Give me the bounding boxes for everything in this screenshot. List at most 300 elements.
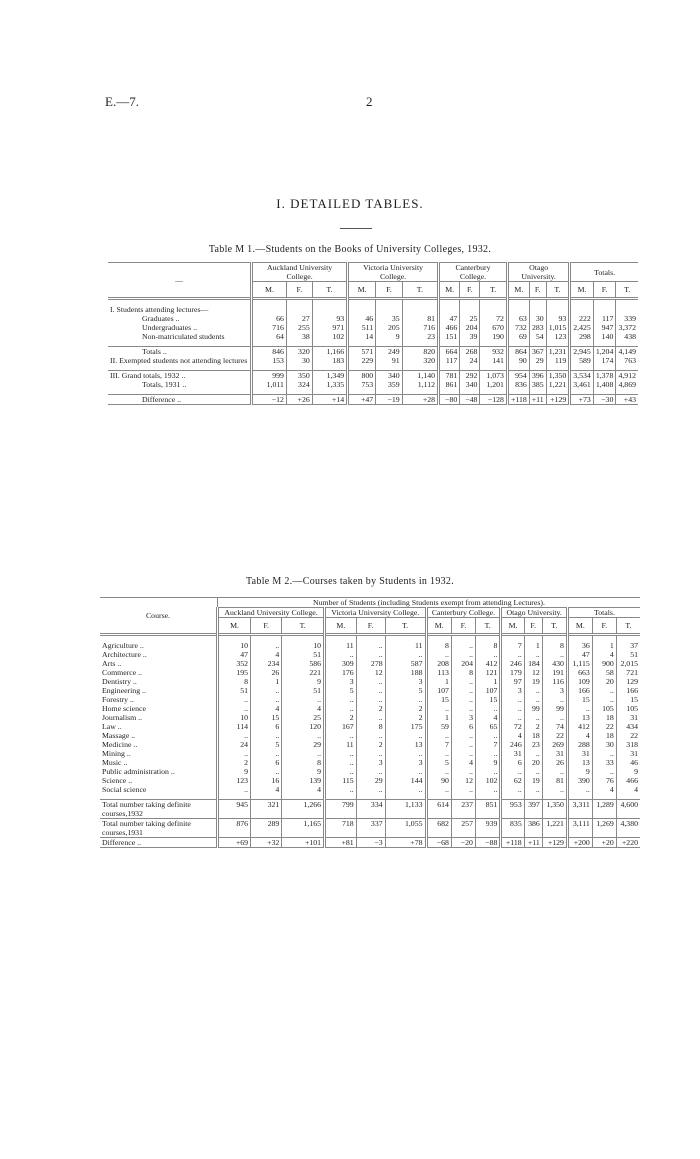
- table-cell: 337: [356, 819, 385, 838]
- table-cell: 24: [460, 356, 480, 365]
- table2-top-header: Number of Students (including Students exempt from attending Lectures).: [218, 598, 641, 608]
- table-cell: 7: [426, 740, 451, 749]
- table-cell: 2: [385, 704, 426, 713]
- table-cell: ..: [451, 731, 475, 740]
- table-cell: 971: [312, 323, 347, 332]
- table-cell: 846: [252, 347, 287, 357]
- table-cell: [480, 305, 508, 314]
- table-cell: 3: [385, 677, 426, 686]
- table-cell: ..: [325, 767, 357, 776]
- table-cell: ..: [251, 749, 282, 758]
- table-cell: 1,349: [312, 371, 347, 381]
- table-cell: 466: [439, 323, 460, 332]
- table-cell: 820: [402, 347, 438, 357]
- table-cell: ..: [356, 731, 385, 740]
- table-cell: 718: [325, 819, 357, 838]
- table-cell: ..: [542, 650, 567, 659]
- table-cell: 4: [282, 704, 325, 713]
- table-cell: +129: [546, 395, 570, 405]
- table-cell: 1,221: [546, 380, 570, 389]
- sub-header: T.: [546, 282, 570, 299]
- table-cell: +81: [325, 838, 357, 848]
- table-cell: 153: [252, 356, 287, 365]
- table-cell: ..: [426, 650, 451, 659]
- table-cell: ..: [567, 704, 592, 713]
- row-label: III. Grand totals, 1932 ..: [110, 371, 186, 380]
- table-cell: [546, 305, 570, 314]
- table-cell: 176: [325, 668, 357, 677]
- table2-group-header: Auckland University College.: [218, 608, 325, 618]
- table-cell: 1,378: [593, 371, 616, 381]
- table-cell: 430: [542, 659, 567, 668]
- table-cell: 3,311: [567, 800, 592, 819]
- table-cell: 1,165: [282, 819, 325, 838]
- table2-group-header: Canterbury College.: [426, 608, 501, 618]
- table-cell: 195: [218, 668, 251, 677]
- table-cell: ..: [356, 785, 385, 794]
- row-label: Difference ..: [102, 838, 142, 847]
- table2-group-header: Victoria University College.: [325, 608, 426, 618]
- table2-group-header: Totals.: [567, 608, 640, 618]
- table-cell: 222: [570, 314, 594, 323]
- table-cell: 8: [542, 641, 567, 650]
- table-row: [100, 722, 640, 731]
- table-cell: ..: [218, 785, 251, 794]
- table-cell: 3,461: [570, 380, 594, 389]
- table-cell: 72: [480, 314, 508, 323]
- row-label: I. Students attending lectures—: [110, 305, 209, 314]
- table-cell: 7: [501, 641, 524, 650]
- table-cell: 716: [402, 323, 438, 332]
- table-cell: 614: [426, 800, 451, 819]
- table-cell: 320: [402, 356, 438, 365]
- page-number: 2: [366, 94, 373, 109]
- table-cell: 246: [501, 659, 524, 668]
- table-cell: 190: [480, 332, 508, 341]
- table-cell: 4: [251, 650, 282, 659]
- table-cell: 97: [501, 677, 524, 686]
- table-cell: 76: [592, 776, 616, 785]
- table1-group-header: Victoria University College.: [348, 263, 439, 282]
- table-cell: 16: [251, 776, 282, 785]
- table-cell: 51: [616, 650, 640, 659]
- row-label: Music ..: [102, 758, 128, 767]
- table-cell: 204: [460, 323, 480, 332]
- table-cell: 29: [282, 740, 325, 749]
- table-cell: 15: [616, 695, 640, 704]
- table-cell: 932: [480, 347, 508, 357]
- table-cell: ..: [385, 650, 426, 659]
- table-cell: 31: [542, 749, 567, 758]
- table-m2: [100, 597, 640, 848]
- table-cell: 864: [507, 347, 529, 357]
- table-cell: 204: [451, 659, 475, 668]
- table-cell: 3: [451, 713, 475, 722]
- table-cell: 763: [616, 356, 638, 365]
- table-cell: 318: [616, 740, 640, 749]
- table-cell: 4: [592, 785, 616, 794]
- table-cell: 10: [282, 641, 325, 650]
- table-row: [100, 758, 640, 767]
- table-cell: 4: [567, 731, 592, 740]
- table-cell: 47: [218, 650, 251, 659]
- table-cell: 385: [529, 380, 546, 389]
- table-cell: +118: [507, 395, 529, 405]
- table-cell: ..: [356, 767, 385, 776]
- table-cell: 1: [592, 641, 616, 650]
- row-label: Massage ..: [102, 731, 136, 740]
- table-cell: 1,073: [480, 371, 508, 381]
- table-cell: 587: [385, 659, 426, 668]
- table-row: [100, 686, 640, 695]
- table-cell: 22: [542, 731, 567, 740]
- sub-header: T.: [385, 618, 426, 635]
- table1-group-header: Canterbury College.: [439, 263, 508, 282]
- table-cell: 4: [501, 731, 524, 740]
- table-cell: 19: [524, 677, 542, 686]
- table-cell: 1: [475, 677, 500, 686]
- table-cell: +47: [348, 395, 376, 405]
- row-label: Architecture ..: [102, 650, 147, 659]
- table-cell: −12: [252, 395, 287, 405]
- table-cell: 93: [546, 314, 570, 323]
- table-cell: 6: [251, 758, 282, 767]
- table-cell: 11: [385, 641, 426, 650]
- table-cell: 12: [356, 668, 385, 677]
- table-cell: 117: [439, 356, 460, 365]
- table-cell: 4,149: [616, 347, 638, 357]
- table-row: [100, 767, 640, 776]
- sub-header: F.: [356, 618, 385, 635]
- table-cell: 72: [501, 722, 524, 731]
- table-cell: ..: [451, 695, 475, 704]
- table-cell: 116: [542, 677, 567, 686]
- table-cell: ..: [524, 767, 542, 776]
- table-cell: 320: [286, 347, 312, 357]
- table-cell: 339: [616, 314, 638, 323]
- table-cell: [376, 305, 403, 314]
- table-cell: ..: [451, 785, 475, 794]
- table-cell: 25: [460, 314, 480, 323]
- sub-header: F.: [451, 618, 475, 635]
- row-label: Total number taking definite courses,1931: [102, 819, 191, 837]
- table-cell: 9: [218, 767, 251, 776]
- table-cell: ..: [524, 749, 542, 758]
- table-row: [108, 371, 638, 381]
- table2-group-header: Otago University.: [501, 608, 568, 618]
- table-cell: [460, 305, 480, 314]
- table-cell: 3,111: [567, 819, 592, 838]
- sub-header: F.: [460, 282, 480, 299]
- table-cell: 59: [426, 722, 451, 731]
- table-cell: 23: [402, 332, 438, 341]
- table-cell: 947: [593, 323, 616, 332]
- table-cell: [312, 305, 347, 314]
- table-cell: 396: [529, 371, 546, 381]
- table-row: [108, 395, 638, 405]
- table-cell: 167: [325, 722, 357, 731]
- table-cell: 589: [570, 356, 594, 365]
- table-cell: +101: [282, 838, 325, 848]
- table-cell: ..: [385, 749, 426, 758]
- table-cell: 20: [592, 677, 616, 686]
- table-cell: 876: [218, 819, 251, 838]
- table-cell: ..: [451, 677, 475, 686]
- table-cell: 4,600: [616, 800, 640, 819]
- table-cell: 2: [218, 758, 251, 767]
- table-cell: 74: [542, 722, 567, 731]
- sub-header: T.: [480, 282, 508, 299]
- table-cell: [286, 305, 312, 314]
- table-cell: 15: [567, 695, 592, 704]
- table-cell: 66: [252, 314, 287, 323]
- table-cell: 386: [524, 819, 542, 838]
- table-cell: 953: [501, 800, 524, 819]
- table-cell: 716: [252, 323, 287, 332]
- sub-header: T.: [616, 618, 640, 635]
- table-row: [100, 819, 640, 838]
- table-cell: −68: [426, 838, 451, 848]
- table-cell: ..: [426, 767, 451, 776]
- table-row: [108, 305, 638, 314]
- table-cell: 1,055: [385, 819, 426, 838]
- table-row: [108, 332, 638, 341]
- table-cell: 113: [426, 668, 451, 677]
- table-cell: 8: [451, 668, 475, 677]
- table-cell: 1,231: [546, 347, 570, 357]
- table-cell: 1,269: [592, 819, 616, 838]
- table-cell: 6: [251, 722, 282, 731]
- table-cell: 2,945: [570, 347, 594, 357]
- table1-caption: Table M 1.—Students on the Books of University Colleges, 1932.: [208, 244, 492, 255]
- table-cell: 1,015: [546, 323, 570, 332]
- table-cell: −30: [593, 395, 616, 405]
- table-cell: 15: [475, 695, 500, 704]
- table-cell: ..: [218, 731, 251, 740]
- table-cell: ..: [356, 695, 385, 704]
- sub-header: T.: [282, 618, 325, 635]
- table-cell: ..: [475, 785, 500, 794]
- table-cell: ..: [501, 695, 524, 704]
- table-cell: +220: [616, 838, 640, 848]
- table-cell: +69: [218, 838, 251, 848]
- row-label: Dentistry ..: [102, 677, 137, 686]
- table-cell: 9: [282, 767, 325, 776]
- table-cell: 586: [282, 659, 325, 668]
- table-cell: 268: [460, 347, 480, 357]
- table-cell: 8: [356, 722, 385, 731]
- table-cell: ..: [325, 758, 357, 767]
- table-cell: 309: [325, 659, 357, 668]
- sub-header: M.: [439, 282, 460, 299]
- table-cell: 179: [501, 668, 524, 677]
- table-cell: 288: [567, 740, 592, 749]
- table-cell: ..: [325, 749, 357, 758]
- table-cell: 18: [592, 731, 616, 740]
- table1-group-header: Otago University.: [507, 263, 569, 282]
- table-cell: 1,266: [282, 800, 325, 819]
- table1-stub-header: —: [108, 263, 252, 299]
- table-cell: 144: [385, 776, 426, 785]
- table-cell: 2: [356, 740, 385, 749]
- table-cell: 278: [356, 659, 385, 668]
- sub-header: M.: [570, 282, 594, 299]
- table-cell: ..: [251, 731, 282, 740]
- table-cell: 283: [529, 323, 546, 332]
- table-cell: 257: [451, 819, 475, 838]
- table-cell: 466: [616, 776, 640, 785]
- table-cell: 1,350: [546, 371, 570, 381]
- table-cell: 5: [426, 758, 451, 767]
- table-cell: 2: [385, 713, 426, 722]
- table-cell: 1,289: [592, 800, 616, 819]
- table-cell: 22: [616, 731, 640, 740]
- table-cell: +200: [567, 838, 592, 848]
- table-cell: 6: [501, 758, 524, 767]
- table-cell: 107: [475, 686, 500, 695]
- table2-caption: Table M 2.—Courses taken by Students in 1932.: [245, 576, 455, 587]
- table-cell: 23: [524, 740, 542, 749]
- table-cell: 33: [592, 758, 616, 767]
- table-cell: 1,204: [593, 347, 616, 357]
- table-cell: ..: [451, 704, 475, 713]
- table-cell: 54: [529, 332, 546, 341]
- table-cell: 47: [567, 650, 592, 659]
- row-label: Medicine ..: [102, 740, 138, 749]
- table-cell: ..: [385, 785, 426, 794]
- table-cell: 1,408: [593, 380, 616, 389]
- table-row: [100, 677, 640, 686]
- table-cell: 25: [282, 713, 325, 722]
- table-cell: 352: [218, 659, 251, 668]
- table-cell: ..: [542, 785, 567, 794]
- table-cell: 3,534: [570, 371, 594, 381]
- table-cell: ..: [524, 686, 542, 695]
- table-cell: ..: [325, 650, 357, 659]
- table-cell: 571: [348, 347, 376, 357]
- table-cell: 139: [282, 776, 325, 785]
- table-row: [100, 713, 640, 722]
- table-row: [108, 323, 638, 332]
- table-cell: 682: [426, 819, 451, 838]
- table-cell: 334: [356, 800, 385, 819]
- table-cell: 1,221: [542, 819, 567, 838]
- table-cell: 1: [426, 677, 451, 686]
- sub-header: F.: [593, 282, 616, 299]
- table-cell: 63: [507, 314, 529, 323]
- table-cell: ..: [356, 650, 385, 659]
- table-cell: 13: [385, 740, 426, 749]
- table-cell: 123: [218, 776, 251, 785]
- sub-header: M.: [567, 618, 592, 635]
- table-cell: 511: [348, 323, 376, 332]
- table-cell: 208: [426, 659, 451, 668]
- table-cell: ..: [475, 767, 500, 776]
- table-row: [100, 740, 640, 749]
- table-cell: ..: [501, 767, 524, 776]
- table-m1: [108, 262, 638, 405]
- table-cell: 999: [252, 371, 287, 381]
- table-cell: 397: [524, 800, 542, 819]
- table-cell: [402, 305, 438, 314]
- sub-header: M.: [348, 282, 376, 299]
- table-cell: 51: [282, 650, 325, 659]
- table-cell: ..: [475, 749, 500, 758]
- table-cell: 434: [616, 722, 640, 731]
- table-cell: 1,011: [252, 380, 287, 389]
- table-cell: 129: [616, 677, 640, 686]
- row-label: Engineering ..: [102, 686, 146, 695]
- table-cell: 412: [475, 659, 500, 668]
- sub-header: T.: [402, 282, 438, 299]
- table-cell: 800: [348, 371, 376, 381]
- table-cell: 166: [567, 686, 592, 695]
- table-cell: ..: [567, 785, 592, 794]
- table-cell: 229: [348, 356, 376, 365]
- table-row: [100, 650, 640, 659]
- row-label: Undergraduates ..: [142, 323, 198, 332]
- row-label: II. Exempted students not attending lectures: [110, 356, 248, 365]
- table-cell: [348, 305, 376, 314]
- table-cell: ..: [325, 704, 357, 713]
- table-cell: 2,015: [616, 659, 640, 668]
- table-cell: 13: [567, 713, 592, 722]
- table-cell: 412: [567, 722, 592, 731]
- table-cell: 9: [475, 758, 500, 767]
- table-cell: 945: [218, 800, 251, 819]
- table-cell: 4: [451, 758, 475, 767]
- table-cell: 246: [501, 740, 524, 749]
- table-cell: 31: [567, 749, 592, 758]
- table-cell: 141: [480, 356, 508, 365]
- table-cell: +78: [385, 838, 426, 848]
- table-cell: 3,372: [616, 323, 638, 332]
- table-cell: ..: [218, 695, 251, 704]
- table-row: [108, 347, 638, 357]
- table-cell: 4,380: [616, 819, 640, 838]
- table-cell: 255: [286, 323, 312, 332]
- table-cell: 8: [218, 677, 251, 686]
- table-row: [100, 704, 640, 713]
- table-cell: 861: [439, 380, 460, 389]
- table-cell: ..: [542, 695, 567, 704]
- table-cell: [570, 305, 594, 314]
- table-row: [100, 800, 640, 819]
- table-cell: ..: [592, 767, 616, 776]
- table-row: [108, 314, 638, 323]
- table-cell: 8: [426, 641, 451, 650]
- table-cell: 12: [524, 668, 542, 677]
- table-cell: ..: [218, 749, 251, 758]
- table-cell: ..: [542, 767, 567, 776]
- table-cell: 939: [475, 819, 500, 838]
- table-cell: +11: [529, 395, 546, 405]
- table-cell: 14: [348, 332, 376, 341]
- table-cell: 62: [501, 776, 524, 785]
- table-row: [100, 695, 640, 704]
- table-cell: 11: [325, 740, 357, 749]
- table-cell: 359: [376, 380, 403, 389]
- row-label: Science ..: [102, 776, 133, 785]
- table-cell: ..: [475, 650, 500, 659]
- table-cell: 8: [282, 758, 325, 767]
- table-cell: 9: [282, 677, 325, 686]
- table-cell: 51: [218, 686, 251, 695]
- table-cell: 664: [439, 347, 460, 357]
- table-row: [108, 380, 638, 389]
- table-cell: 20: [524, 758, 542, 767]
- table-cell: ..: [426, 704, 451, 713]
